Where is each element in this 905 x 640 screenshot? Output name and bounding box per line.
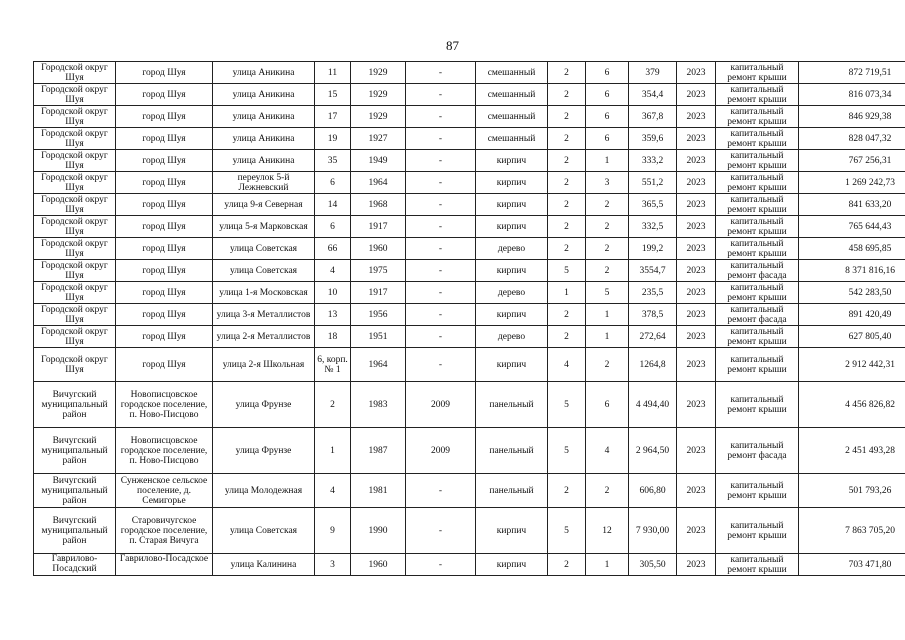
table-cell-c12: капитальный ремонт крыши xyxy=(716,238,799,260)
table-cell-c9: 6 xyxy=(586,106,629,128)
table-cell-c11: 2023 xyxy=(677,194,716,216)
table-cell-c5: 1956 xyxy=(351,304,406,326)
table-cell-c1: Вичугский муниципальный район xyxy=(34,474,116,508)
table-cell-c12: капитальный ремонт фасада xyxy=(716,260,799,282)
table-cell-c1: Вичугский муниципальный район xyxy=(34,428,116,474)
table-cell-c8: 5 xyxy=(548,260,586,282)
table-cell-c11: 2023 xyxy=(677,128,716,150)
table-cell-c7: кирпич xyxy=(476,150,548,172)
table-cell-c1: Городской округ Шуя xyxy=(34,128,116,150)
table-cell-c7: кирпич xyxy=(476,172,548,194)
table-cell-c9: 1 xyxy=(586,150,629,172)
table-cell-c2: город Шуя xyxy=(116,216,213,238)
table-cell-c6: - xyxy=(406,150,476,172)
table-cell-c4: 2 xyxy=(315,382,351,428)
table-cell-c5: 1964 xyxy=(351,348,406,382)
table-cell-c2: город Шуя xyxy=(116,348,213,382)
table-cell-c3: улица Советская xyxy=(213,238,315,260)
table-row xyxy=(34,172,905,194)
table-cell-c12: капитальный ремонт крыши xyxy=(716,554,799,576)
table-cell-c6: - xyxy=(406,282,476,304)
table-cell-c2: город Шуя xyxy=(116,304,213,326)
table-cell-c11: 2023 xyxy=(677,382,716,428)
table-cell-c4: 9 xyxy=(315,508,351,554)
table-cell-c6: - xyxy=(406,216,476,238)
table-cell-c8: 2 xyxy=(548,326,586,348)
table-cell-c7: смешанный xyxy=(476,106,548,128)
table-cell-c10: 378,5 xyxy=(629,304,677,326)
table-row xyxy=(34,62,905,84)
table-cell-c12: капитальный ремонт фасада xyxy=(716,304,799,326)
table-cell-c6: - xyxy=(406,474,476,508)
table-row xyxy=(34,382,905,428)
table-row xyxy=(34,260,905,282)
table-cell-c6: - xyxy=(406,508,476,554)
table-cell-c4: 18 xyxy=(315,326,351,348)
table-cell-c4: 11 xyxy=(315,62,351,84)
table-cell-c2: Сунженское сельское поселение, д. Семигорье xyxy=(116,474,213,508)
table-cell-c6: - xyxy=(406,106,476,128)
table-cell-c8: 2 xyxy=(548,554,586,576)
table-cell-c3: улица Аникина xyxy=(213,128,315,150)
table-cell-c5: 1917 xyxy=(351,282,406,304)
table-cell-c13: 2 451 493,28 xyxy=(799,428,905,474)
table-row xyxy=(34,428,905,474)
table-cell-c4: 66 xyxy=(315,238,351,260)
table-cell-c2: город Шуя xyxy=(116,194,213,216)
table-cell-c5: 1983 xyxy=(351,382,406,428)
table-cell-c5: 1929 xyxy=(351,62,406,84)
table-cell-c11: 2023 xyxy=(677,62,716,84)
table-cell-c8: 2 xyxy=(548,62,586,84)
table-cell-c6: - xyxy=(406,62,476,84)
table-cell-c11: 2023 xyxy=(677,326,716,348)
table-row xyxy=(34,348,905,382)
table-cell-c13: 458 695,85 xyxy=(799,238,905,260)
table-cell-c4: 17 xyxy=(315,106,351,128)
table-cell-c9: 6 xyxy=(586,382,629,428)
table-cell-c1: Городской округ Шуя xyxy=(34,348,116,382)
table-cell-c6: - xyxy=(406,128,476,150)
table-cell-c2: город Шуя xyxy=(116,150,213,172)
table-cell-c5: 1964 xyxy=(351,172,406,194)
table-cell-c9: 12 xyxy=(586,508,629,554)
table-cell-c4: 10 xyxy=(315,282,351,304)
table-cell-c12: капитальный ремонт фасада xyxy=(716,428,799,474)
table-cell-c11: 2023 xyxy=(677,106,716,128)
table-cell-c4: 6, корп. № 1 xyxy=(315,348,351,382)
table-cell-c8: 2 xyxy=(548,238,586,260)
table-cell-c13: 816 073,34 xyxy=(799,84,905,106)
table-cell-c10: 7 930,00 xyxy=(629,508,677,554)
table-cell-c8: 2 xyxy=(548,304,586,326)
table-cell-c5: 1949 xyxy=(351,150,406,172)
table-cell-c10: 2 964,50 xyxy=(629,428,677,474)
table-cell-c3: улица Аникина xyxy=(213,150,315,172)
table-cell-c13: 542 283,50 xyxy=(799,282,905,304)
table-cell-c9: 3 xyxy=(586,172,629,194)
table-cell-c11: 2023 xyxy=(677,282,716,304)
table-cell-c10: 379 xyxy=(629,62,677,84)
table-cell-c8: 5 xyxy=(548,508,586,554)
table-cell-c1: Городской округ Шуя xyxy=(34,194,116,216)
table-row xyxy=(34,150,905,172)
table-cell-c13: 8 371 816,16 xyxy=(799,260,905,282)
table-cell-c8: 2 xyxy=(548,84,586,106)
table-cell-c8: 5 xyxy=(548,428,586,474)
table-cell-c13: 2 912 442,31 xyxy=(799,348,905,382)
table-cell-c3: улица Фрунзе xyxy=(213,382,315,428)
table-cell-c12: капитальный ремонт крыши xyxy=(716,106,799,128)
table-cell-c12: капитальный ремонт крыши xyxy=(716,508,799,554)
table-cell-c4: 4 xyxy=(315,260,351,282)
table-cell-c5: 1987 xyxy=(351,428,406,474)
table-cell-c5: 1981 xyxy=(351,474,406,508)
table-cell-c11: 2023 xyxy=(677,260,716,282)
table-cell-c5: 1990 xyxy=(351,508,406,554)
table-cell-c8: 2 xyxy=(548,106,586,128)
table-cell-c3: улица 5-я Марковская xyxy=(213,216,315,238)
table-row xyxy=(34,194,905,216)
table-cell-c1: Вичугский муниципальный район xyxy=(34,382,116,428)
table-cell-c1: Городской округ Шуя xyxy=(34,150,116,172)
table-cell-c3: улица 2-я Металлистов xyxy=(213,326,315,348)
table-cell-c1: Городской округ Шуя xyxy=(34,260,116,282)
table-cell-c1: Городской округ Шуя xyxy=(34,282,116,304)
table-cell-c2: город Шуя xyxy=(116,62,213,84)
table-cell-c10: 1264,8 xyxy=(629,348,677,382)
table-cell-c7: кирпич xyxy=(476,304,548,326)
table-cell-c9: 2 xyxy=(586,260,629,282)
table-cell-c3: улица Советская xyxy=(213,260,315,282)
table-cell-c9: 2 xyxy=(586,216,629,238)
table-cell-c13: 1 269 242,73 xyxy=(799,172,905,194)
table-cell-c13: 7 863 705,20 xyxy=(799,508,905,554)
table-cell-c3: улица Советская xyxy=(213,508,315,554)
table-cell-c10: 551,2 xyxy=(629,172,677,194)
table-cell-c6: - xyxy=(406,326,476,348)
table-cell-c10: 333,2 xyxy=(629,150,677,172)
table-cell-c10: 4 494,40 xyxy=(629,382,677,428)
table-cell-c5: 1929 xyxy=(351,106,406,128)
table-cell-c7: кирпич xyxy=(476,216,548,238)
table-cell-c13: 891 420,49 xyxy=(799,304,905,326)
table-cell-c7: панельный xyxy=(476,382,548,428)
table-cell-c12: капитальный ремонт крыши xyxy=(716,474,799,508)
table-cell-c2: Новописцовское городское поселение, п. Ново-Писцово xyxy=(116,382,213,428)
housing-repair-table xyxy=(33,61,905,576)
table-cell-c13: 828 047,32 xyxy=(799,128,905,150)
table-cell-c3: улица Фрунзе xyxy=(213,428,315,474)
table-cell-c11: 2023 xyxy=(677,474,716,508)
table-cell-c7: панельный xyxy=(476,474,548,508)
table-cell-c7: смешанный xyxy=(476,62,548,84)
table-cell-c7: кирпич xyxy=(476,348,548,382)
table-cell-c2: город Шуя xyxy=(116,260,213,282)
table-cell-c11: 2023 xyxy=(677,238,716,260)
table-cell-c1: Городской округ Шуя xyxy=(34,62,116,84)
table-cell-c8: 4 xyxy=(548,348,586,382)
table-cell-c8: 5 xyxy=(548,382,586,428)
page-number: 87 xyxy=(446,38,459,53)
table-cell-c10: 272,64 xyxy=(629,326,677,348)
table-cell-c11: 2023 xyxy=(677,150,716,172)
table-cell-c6: - xyxy=(406,554,476,576)
table-cell-c12: капитальный ремонт крыши xyxy=(716,348,799,382)
table-cell-c8: 2 xyxy=(548,172,586,194)
table-cell-c6: - xyxy=(406,238,476,260)
table-cell-c3: улица Молодежная xyxy=(213,474,315,508)
table-cell-c4: 15 xyxy=(315,84,351,106)
table-cell-c12: капитальный ремонт крыши xyxy=(716,84,799,106)
table-cell-c2: город Шуя xyxy=(116,282,213,304)
table-cell-c7: дерево xyxy=(476,326,548,348)
table-cell-c9: 1 xyxy=(586,326,629,348)
table-row xyxy=(34,216,905,238)
table-cell-c12: капитальный ремонт крыши xyxy=(716,326,799,348)
table-cell-c10: 3554,7 xyxy=(629,260,677,282)
table-cell-c9: 2 xyxy=(586,238,629,260)
table-cell-c2: город Шуя xyxy=(116,106,213,128)
table-cell-c3: улица Калинина xyxy=(213,554,315,576)
table-cell-c7: кирпич xyxy=(476,194,548,216)
table-cell-c2: город Шуя xyxy=(116,172,213,194)
table-cell-c13: 872 719,51 xyxy=(799,62,905,84)
table-cell-c5: 1968 xyxy=(351,194,406,216)
table-cell-c6: 2009 xyxy=(406,428,476,474)
table-cell-c10: 365,5 xyxy=(629,194,677,216)
table-cell-c7: смешанный xyxy=(476,84,548,106)
table-cell-c9: 2 xyxy=(586,348,629,382)
table-cell-c10: 235,5 xyxy=(629,282,677,304)
table-cell-c2: город Шуя xyxy=(116,326,213,348)
table-row xyxy=(34,106,905,128)
table-cell-c8: 2 xyxy=(548,194,586,216)
table-cell-c13: 703 471,80 xyxy=(799,554,905,576)
table-cell-c8: 1 xyxy=(548,282,586,304)
table-cell-c1: Городской округ Шуя xyxy=(34,84,116,106)
table-row xyxy=(34,554,905,576)
table-cell-c12: капитальный ремонт крыши xyxy=(716,62,799,84)
table-cell-c3: улица 1-я Московская xyxy=(213,282,315,304)
table-cell-c4: 4 xyxy=(315,474,351,508)
table-cell-c10: 305,50 xyxy=(629,554,677,576)
table-cell-c3: улица Аникина xyxy=(213,84,315,106)
table-cell-c7: панельный xyxy=(476,428,548,474)
table-cell-c13: 841 633,20 xyxy=(799,194,905,216)
table-cell-c7: кирпич xyxy=(476,260,548,282)
table-row xyxy=(34,128,905,150)
table-cell-c11: 2023 xyxy=(677,348,716,382)
table-cell-c1: Гаврилово-Посадский xyxy=(34,554,116,576)
table-cell-c4: 6 xyxy=(315,216,351,238)
table-cell-c12: капитальный ремонт крыши xyxy=(716,282,799,304)
table-cell-c7: смешанный xyxy=(476,128,548,150)
table-cell-c9: 6 xyxy=(586,84,629,106)
table-cell-c4: 35 xyxy=(315,150,351,172)
table-cell-c5: 1960 xyxy=(351,238,406,260)
table-cell-c11: 2023 xyxy=(677,84,716,106)
table-cell-c8: 2 xyxy=(548,150,586,172)
table-cell-c6: - xyxy=(406,194,476,216)
table-cell-c7: дерево xyxy=(476,282,548,304)
table-cell-c9: 1 xyxy=(586,554,629,576)
table-cell-c6: 2009 xyxy=(406,382,476,428)
table-row xyxy=(34,304,905,326)
table-cell-c3: переулок 5-й Лежневский xyxy=(213,172,315,194)
table-cell-c9: 6 xyxy=(586,128,629,150)
table-cell-c1: Городской округ Шуя xyxy=(34,172,116,194)
table-row xyxy=(34,474,905,508)
table-cell-c5: 1951 xyxy=(351,326,406,348)
table-cell-c12: капитальный ремонт крыши xyxy=(716,194,799,216)
table-cell-c5: 1960 xyxy=(351,554,406,576)
table-cell-c9: 6 xyxy=(586,62,629,84)
table-cell-c13: 4 456 826,82 xyxy=(799,382,905,428)
table-cell-c7: кирпич xyxy=(476,508,548,554)
table-cell-c1: Городской округ Шуя xyxy=(34,106,116,128)
table-cell-c8: 2 xyxy=(548,128,586,150)
table-cell-c11: 2023 xyxy=(677,216,716,238)
table-cell-c13: 501 793,26 xyxy=(799,474,905,508)
table-cell-c2: город Шуя xyxy=(116,128,213,150)
table-cell-c9: 5 xyxy=(586,282,629,304)
table-cell-c13: 765 644,43 xyxy=(799,216,905,238)
table-cell-c11: 2023 xyxy=(677,172,716,194)
table-row xyxy=(34,238,905,260)
table-cell-c4: 6 xyxy=(315,172,351,194)
table-cell-c12: капитальный ремонт крыши xyxy=(716,216,799,238)
table-cell-c12: капитальный ремонт крыши xyxy=(716,382,799,428)
table-cell-c10: 367,8 xyxy=(629,106,677,128)
table-cell-c9: 2 xyxy=(586,194,629,216)
table-cell-c4: 13 xyxy=(315,304,351,326)
table-cell-c5: 1917 xyxy=(351,216,406,238)
table-cell-c2: Гаврилово-Посадское xyxy=(116,554,213,576)
table-cell-c10: 199,2 xyxy=(629,238,677,260)
table-cell-c2: город Шуя xyxy=(116,84,213,106)
table-cell-c6: - xyxy=(406,348,476,382)
table-cell-c1: Вичугский муниципальный район xyxy=(34,508,116,554)
table-cell-c5: 1975 xyxy=(351,260,406,282)
table-cell-c12: капитальный ремонт крыши xyxy=(716,172,799,194)
table-row xyxy=(34,84,905,106)
table-cell-c3: улица Аникина xyxy=(213,62,315,84)
table-cell-c7: кирпич xyxy=(476,554,548,576)
table-cell-c4: 19 xyxy=(315,128,351,150)
table-cell-c6: - xyxy=(406,304,476,326)
table-cell-c10: 332,5 xyxy=(629,216,677,238)
table-cell-c4: 1 xyxy=(315,428,351,474)
table-row xyxy=(34,282,905,304)
table-cell-c13: 627 805,40 xyxy=(799,326,905,348)
table-cell-c7: дерево xyxy=(476,238,548,260)
table-cell-c8: 2 xyxy=(548,216,586,238)
table-cell-c9: 1 xyxy=(586,304,629,326)
table-cell-c6: - xyxy=(406,84,476,106)
table-cell-c1: Городской округ Шуя xyxy=(34,304,116,326)
table-row xyxy=(34,326,905,348)
table-cell-c2: Новописцовское городское поселение, п. Ново-Писцово xyxy=(116,428,213,474)
table-cell-c3: улица 3-я Металлистов xyxy=(213,304,315,326)
table-cell-c12: капитальный ремонт крыши xyxy=(716,128,799,150)
table-cell-c5: 1929 xyxy=(351,84,406,106)
table-cell-c13: 767 256,31 xyxy=(799,150,905,172)
table-cell-c10: 354,4 xyxy=(629,84,677,106)
table-cell-c11: 2023 xyxy=(677,508,716,554)
table-cell-c11: 2023 xyxy=(677,554,716,576)
table-cell-c8: 2 xyxy=(548,474,586,508)
table-cell-c4: 14 xyxy=(315,194,351,216)
table-cell-c1: Городской округ Шуя xyxy=(34,238,116,260)
table-cell-c3: улица Аникина xyxy=(213,106,315,128)
table-cell-c6: - xyxy=(406,172,476,194)
table-cell-c11: 2023 xyxy=(677,304,716,326)
table-cell-c9: 2 xyxy=(586,474,629,508)
table-cell-c1: Городской округ Шуя xyxy=(34,326,116,348)
table-cell-c2: Старовичугское городское поселение, п. Старая Вичуга xyxy=(116,508,213,554)
table-cell-c3: улица 9-я Северная xyxy=(213,194,315,216)
table-cell-c1: Городской округ Шуя xyxy=(34,216,116,238)
table-cell-c6: - xyxy=(406,260,476,282)
table-cell-c10: 359,6 xyxy=(629,128,677,150)
table-cell-c11: 2023 xyxy=(677,428,716,474)
table-cell-c10: 606,80 xyxy=(629,474,677,508)
table-cell-c4: 3 xyxy=(315,554,351,576)
table-row xyxy=(34,508,905,554)
table-cell-c12: капитальный ремонт крыши xyxy=(716,150,799,172)
table-cell-c3: улица 2-я Школьная xyxy=(213,348,315,382)
table-cell-c5: 1927 xyxy=(351,128,406,150)
table-cell-c13: 846 929,38 xyxy=(799,106,905,128)
table-cell-c9: 4 xyxy=(586,428,629,474)
table-cell-c2: город Шуя xyxy=(116,238,213,260)
